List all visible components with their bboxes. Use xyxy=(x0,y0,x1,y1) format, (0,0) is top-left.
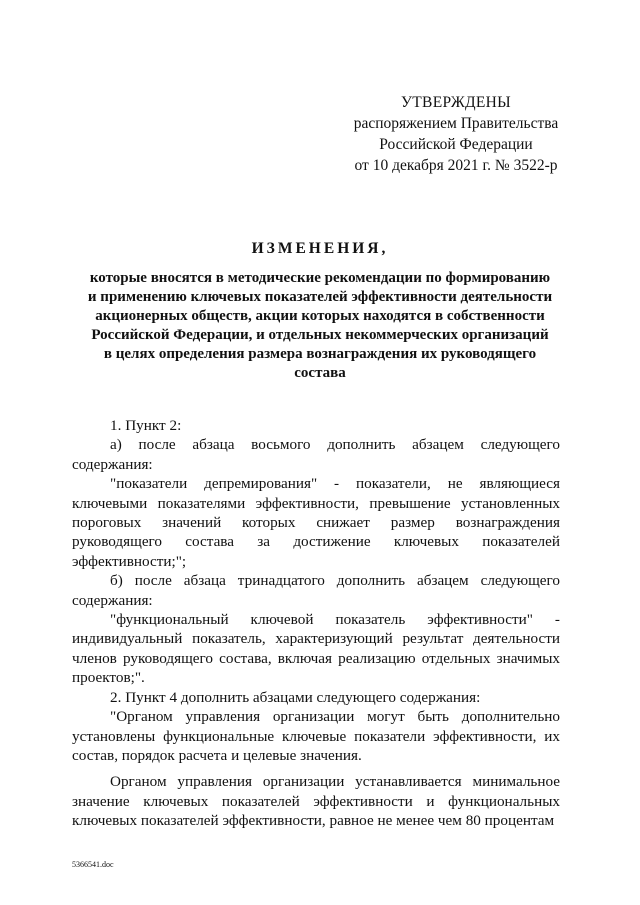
subtitle-line: Российской Федерации, и отдельных некоммерческих организаций xyxy=(91,327,549,343)
approval-line-2: Российской Федерации xyxy=(379,136,533,153)
paragraph-text: Органом управления организации устанавливается минимальное значение ключевых показателей эффективности и функциональных ключевых показателей эффективности, равное не менее чем 80 процентам xyxy=(72,773,560,830)
paragraph-item-1: 1. Пункт 2: xyxy=(110,417,182,434)
document-body xyxy=(72,416,560,831)
paragraph-subitem-a: а) после абзаца восьмого дополнить абзацем следующего содержания: xyxy=(72,436,560,473)
paragraph-quote: "показатели депремирования" - показатели, не являющиеся ключевыми показателями эффективности, превышение установленных пороговых значений которых снижает размер вознаграждения руководящего состава за достижение ключевых показателей эффективности;"; xyxy=(72,475,560,570)
file-footer: 5366541.doc xyxy=(72,860,114,869)
approval-line-1: распоряжением Правительства xyxy=(353,115,559,132)
paragraph-item-2: 2. Пункт 4 дополнить абзацами следующего содержания: xyxy=(110,688,481,706)
document-title: ИЗМЕНЕНИЯ, xyxy=(251,240,389,257)
subtitle-line: акционерных обществ, акции которых находятся в собственности xyxy=(95,308,545,324)
subtitle-line: и применению ключевых показателей эффективности деятельности xyxy=(87,289,553,305)
approval-line-3: от 10 декабря 2021 г. № 3522-р xyxy=(354,157,558,174)
paragraph-subitem-b: б) после абзаца тринадцатого дополнить абзацем следующего содержания: xyxy=(72,572,560,609)
subtitle-line: в целях определения размера вознаграждения их руководящего xyxy=(103,346,537,362)
approval-title: УТВЕРЖДЕНЫ xyxy=(401,94,511,111)
paragraph-quote: "Органом управления организации могут быть дополнительно установлены функциональные ключевые показатели эффективности, их состав, порядок расчета и целевые значения. xyxy=(72,708,560,764)
approval-block xyxy=(346,92,566,176)
document-subtitle xyxy=(62,269,578,383)
paragraph-quote: "функциональный ключевой показатель эффективности" - индивидуальный показатель, характеризующий результат деятельности членов руководящего состава, включая реализацию отдельных значимых проектов;". xyxy=(72,611,560,687)
subtitle-line: которые вносятся в методические рекомендации по формированию xyxy=(89,270,551,286)
subtitle-line: состава xyxy=(294,365,346,381)
